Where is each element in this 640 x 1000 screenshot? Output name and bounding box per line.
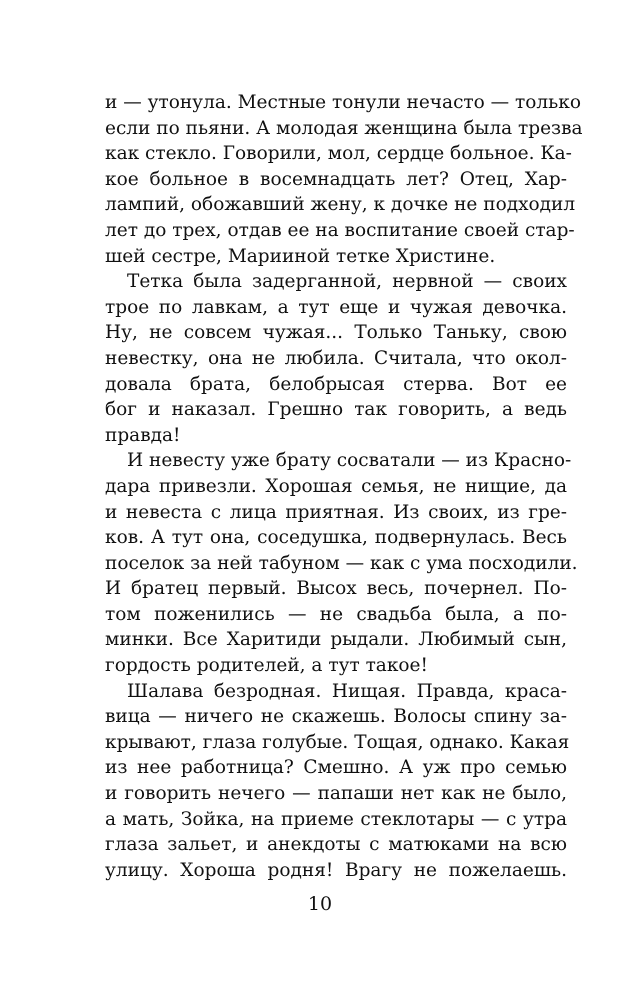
text-line: дара привезли. Хорошая семья, не нищие, да [105,475,567,497]
text-line: правда! [105,424,181,446]
text-line: И братец первый. Высох весь, почернел. По- [105,578,567,600]
text-line: из нее работница? Смешно. А уж про семью [105,757,567,779]
text-line: том поженились — не свадьба была, а по- [105,603,567,625]
text-line: гордость родителей, а тут такое! [105,655,428,677]
text-line: и невеста с лица приятная. Из своих, из гре- [105,501,567,523]
text-line: ков. А тут она, соседушка, подвернулась. Весь [105,527,567,549]
text-line: и — утонула. Местные тонули нечасто — только [105,92,581,113]
text-line: вица — ничего не скажешь. Волосы спину за- [105,706,567,728]
text-line: невестку, она не любила. Считала, что окол- [105,347,567,369]
text-line: шей сестре, Марииной тетке Христине. [105,245,496,267]
text-line: трое по лавкам, а тут еще и чужая девочка. [105,296,567,318]
page-number: 10 [307,893,333,915]
text-line: Шалава безродная. Нищая. Правда, краса- [127,680,567,702]
text-line: бог и наказал. Грешно так говорить, а ведь [105,399,567,421]
text-line: Ну, не совсем чужая... Только Таньку, свою [105,322,567,344]
text-line: глаза зальет, и анекдоты с матюками на всю [105,834,567,856]
text-line: И невесту уже брату сосватали — из Красно- [127,450,572,472]
text-line: как стекло. Говорили, мол, сердце больное. Ка- [105,143,572,165]
text-line: и говорить нечего — папаши нет как не было, [105,783,567,805]
text-line: довала брата, белобрысая стерва. Вот ее [105,373,567,395]
text-line: крывают, глаза голубые. Тощая, однако. Какая [105,731,570,753]
text-line: поселок за ней табуном — как с ума посходили. [105,552,578,574]
text-line: лампий, обожавший жену, к дочке не подходил [105,194,576,216]
text-line: если по пьяни. А молодая женщина была трезва [105,117,583,139]
text-line: а мать, Зойка, на приеме стеклотары — с утра [105,808,567,830]
text-line: Тетка была задерганной, нервной — своих [127,271,567,293]
page-body-text [105,90,583,883]
text-line: минки. Все Харитиди рыдали. Любимый сын, [105,629,567,651]
text-line: кое больное в восемнадцать лет? Отец, Хар- [105,168,567,190]
text-line: лет до трех, отдав ее на воспитание своей стар- [105,219,575,241]
text-line: улицу. Хороша родня! Врагу не пожелаешь. [105,859,567,881]
